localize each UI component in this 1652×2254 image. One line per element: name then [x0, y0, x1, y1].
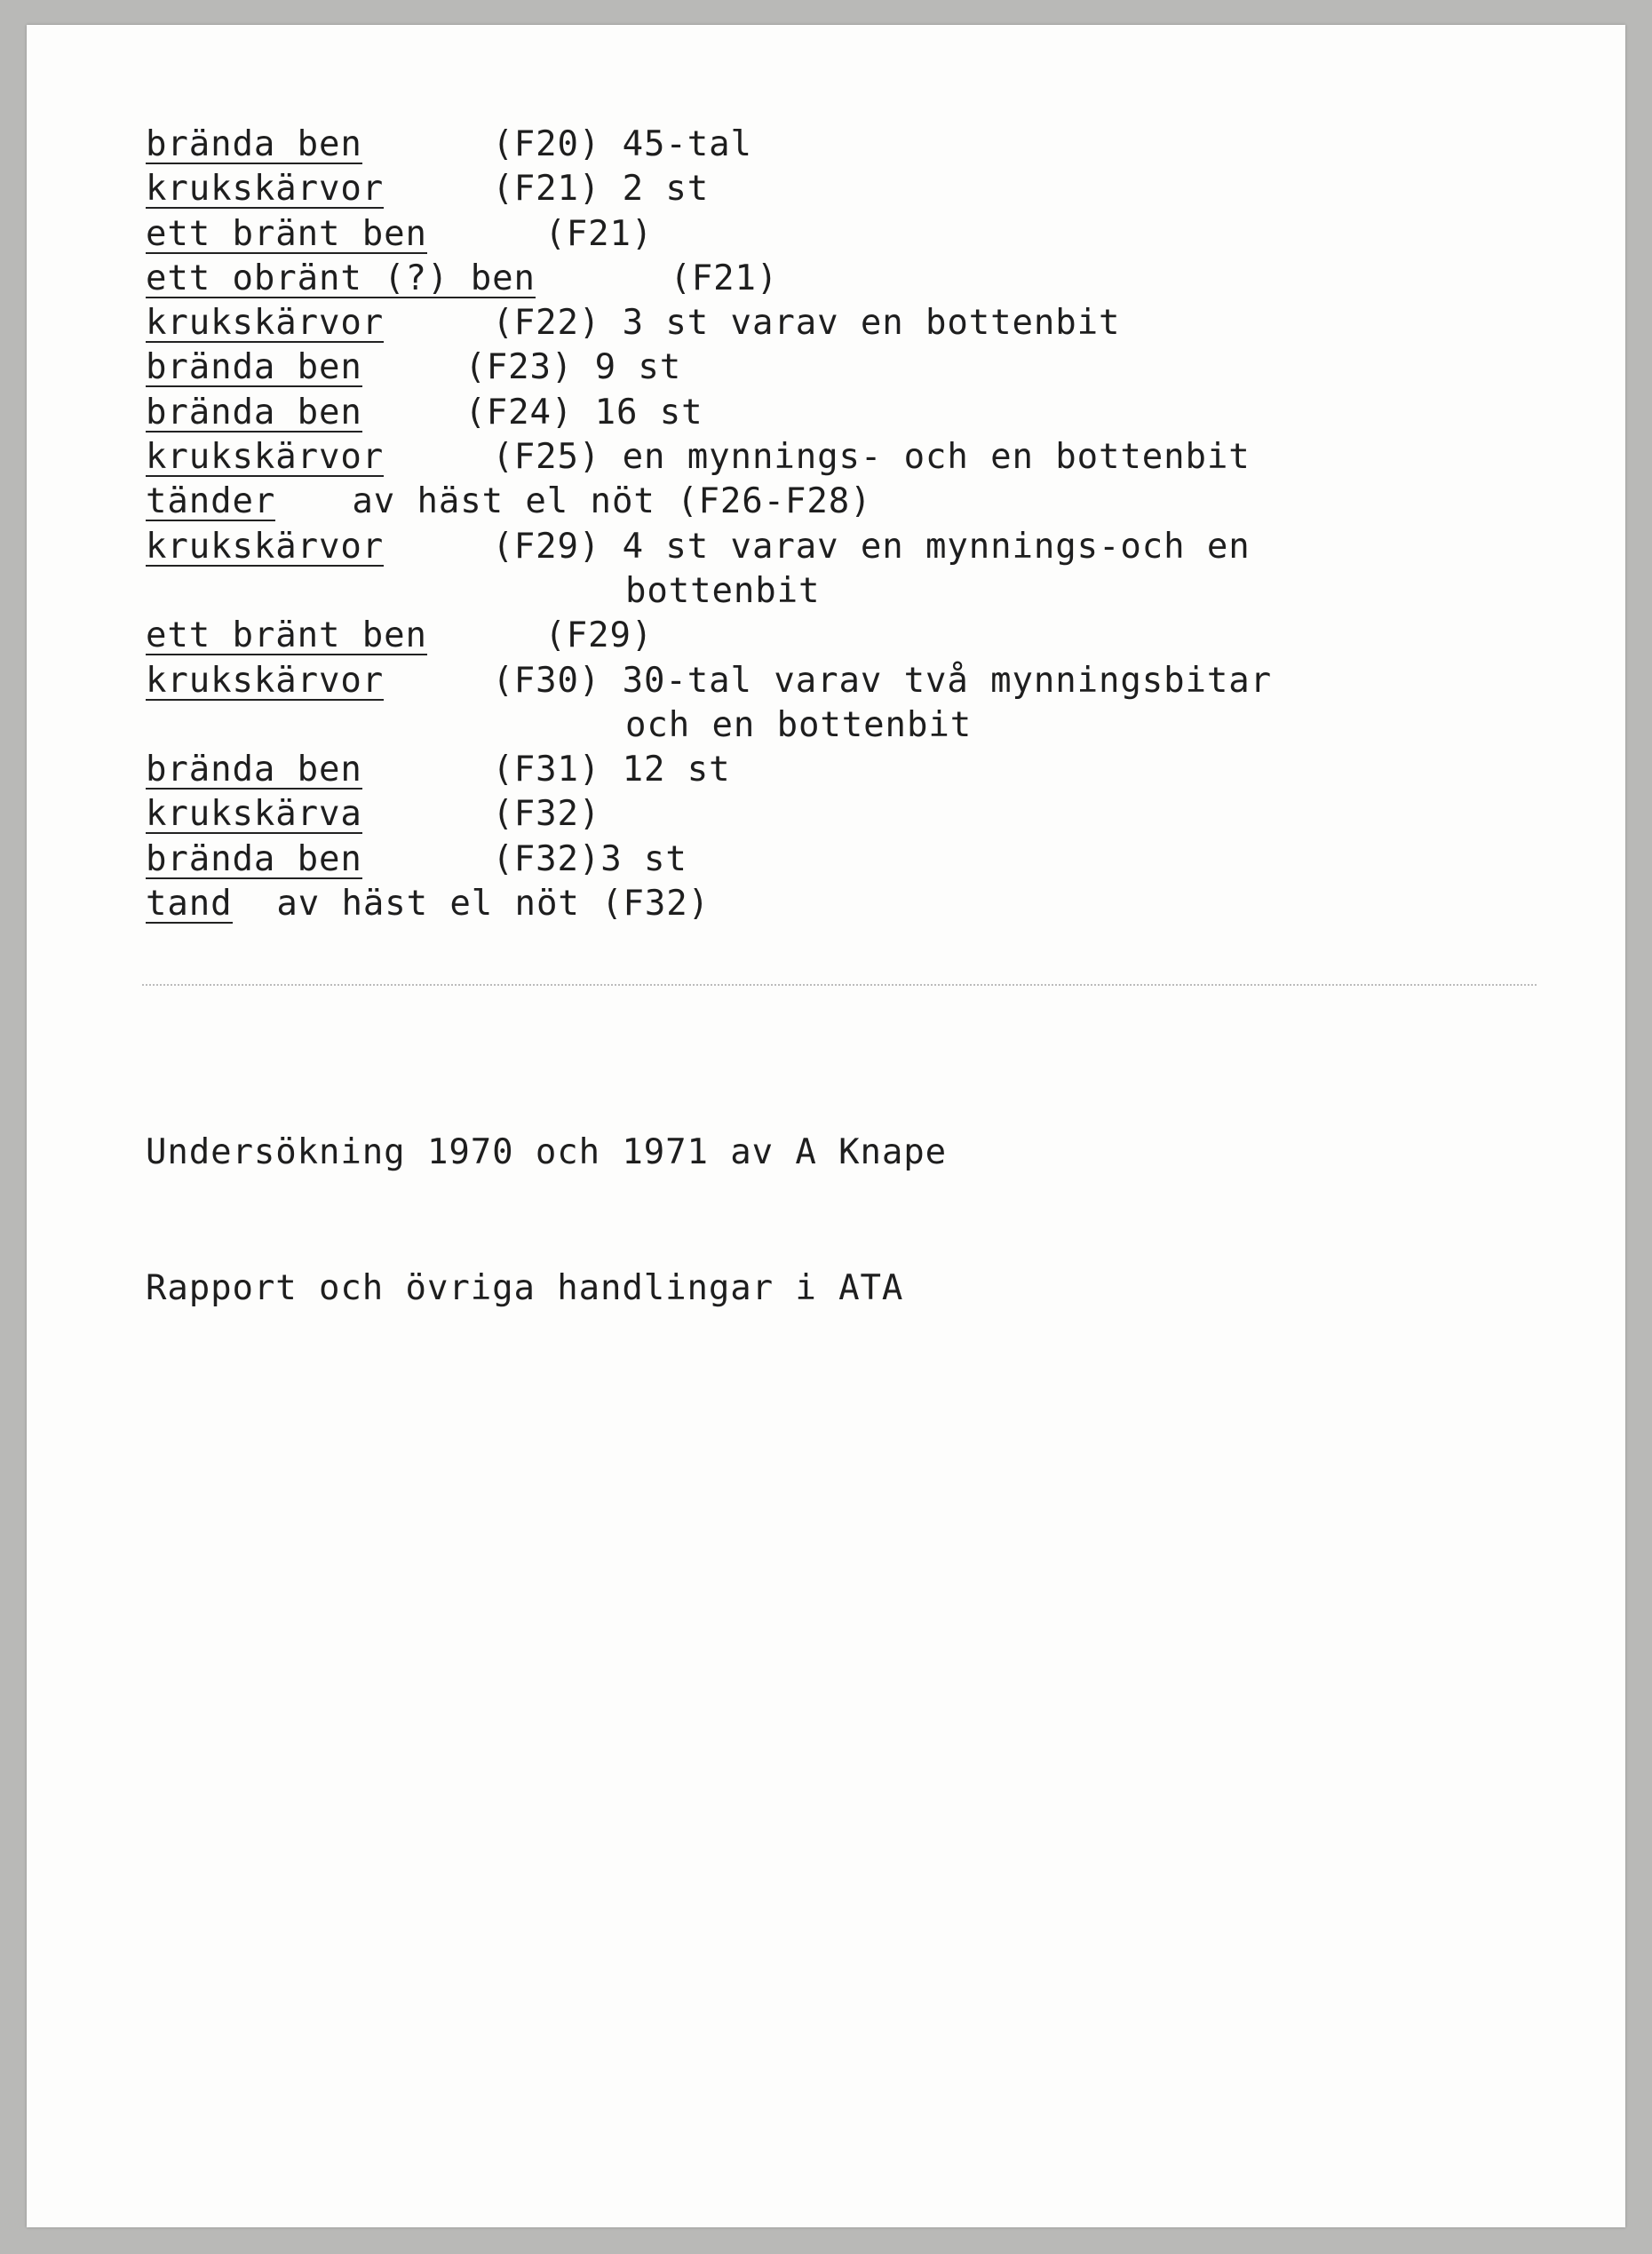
finding-label: krukskärvor — [146, 660, 385, 701]
finding-label: brända ben — [146, 347, 362, 388]
finding-description: (F26-F28) — [655, 481, 872, 522]
finding-row — [146, 837, 1272, 882]
finding-sample: (F25) — [471, 437, 601, 478]
finding-sample: (F21) — [471, 169, 601, 210]
finding-row — [146, 480, 1272, 524]
finding-label: krukskärvor — [146, 169, 385, 210]
footer-line-report: Rapport och övriga handlingar i ATA — [146, 1268, 904, 1308]
finding-sample: (F21) — [648, 258, 779, 298]
finding-row — [146, 167, 1272, 211]
finding-sample: (F21) — [523, 213, 654, 254]
finding-continuation-text: och en bottenbit — [625, 704, 973, 745]
finding-description: 16 st — [573, 392, 703, 433]
finding-description: en mynnings- och en bottenbit — [600, 437, 1251, 478]
finding-description: 2 st — [600, 169, 710, 210]
finding-sample: (F32) — [471, 794, 601, 835]
finding-row — [146, 882, 1272, 926]
finding-sample: (F32) — [471, 838, 601, 879]
finding-row — [146, 212, 1272, 257]
finding-label: tänder — [146, 481, 276, 522]
finding-sample: (F29) — [523, 615, 654, 656]
finding-label: krukskärva — [146, 794, 362, 835]
finding-row — [146, 257, 1272, 301]
finding-row — [146, 525, 1272, 569]
finding-label: ett bränt ben — [146, 615, 427, 656]
finding-description: (F32) — [579, 884, 710, 925]
finding-label: brända ben — [146, 838, 362, 879]
finding-row — [146, 435, 1272, 480]
finding-description: 12 st — [600, 750, 731, 790]
finding-label: brända ben — [146, 392, 362, 433]
finding-continuation — [146, 703, 1272, 748]
finding-description: 3 st — [600, 838, 687, 879]
finding-row — [146, 123, 1272, 167]
finding-label: krukskärvor — [146, 437, 385, 478]
finding-sample: (F31) — [471, 750, 601, 790]
finding-label: krukskärvor — [146, 303, 385, 344]
finding-sample: av häst el nöt — [330, 481, 655, 522]
finding-sample: av häst el nöt — [255, 884, 580, 925]
finding-description: 30-tal varav två mynningsbitar — [600, 660, 1273, 701]
finding-label: krukskärvor — [146, 526, 385, 567]
finding-label: tand — [146, 884, 233, 925]
finding-description: 4 st varav en mynnings-och en — [600, 526, 1251, 567]
finding-row — [146, 659, 1272, 703]
finding-sample: (F23) — [443, 347, 574, 388]
finding-sample: (F24) — [443, 392, 574, 433]
faint-divider — [142, 984, 1537, 986]
finding-row — [146, 301, 1272, 345]
findings-list — [146, 123, 1272, 926]
finding-row — [146, 614, 1272, 658]
finding-row — [146, 748, 1272, 792]
footer-line-investigation: Undersökning 1970 och 1971 av A Knape — [146, 1132, 948, 1172]
finding-sample: (F29) — [471, 526, 601, 567]
finding-label: ett bränt ben — [146, 213, 427, 254]
finding-row — [146, 345, 1272, 390]
finding-description: 9 st — [573, 347, 682, 388]
finding-continuation-text: bottenbit — [625, 570, 821, 611]
document-footer — [146, 1039, 947, 1356]
finding-description: 3 st varav en bottenbit — [600, 303, 1121, 344]
finding-label: brända ben — [146, 750, 362, 790]
finding-sample: (F30) — [471, 660, 601, 701]
finding-row — [146, 391, 1272, 435]
finding-sample: (F22) — [471, 303, 601, 344]
finding-continuation — [146, 569, 1272, 614]
finding-label: ett obränt (?) ben — [146, 258, 536, 298]
finding-label: brända ben — [146, 124, 362, 164]
finding-description: 45-tal — [600, 124, 752, 164]
finding-row — [146, 792, 1272, 837]
finding-sample: (F20) — [471, 124, 601, 164]
